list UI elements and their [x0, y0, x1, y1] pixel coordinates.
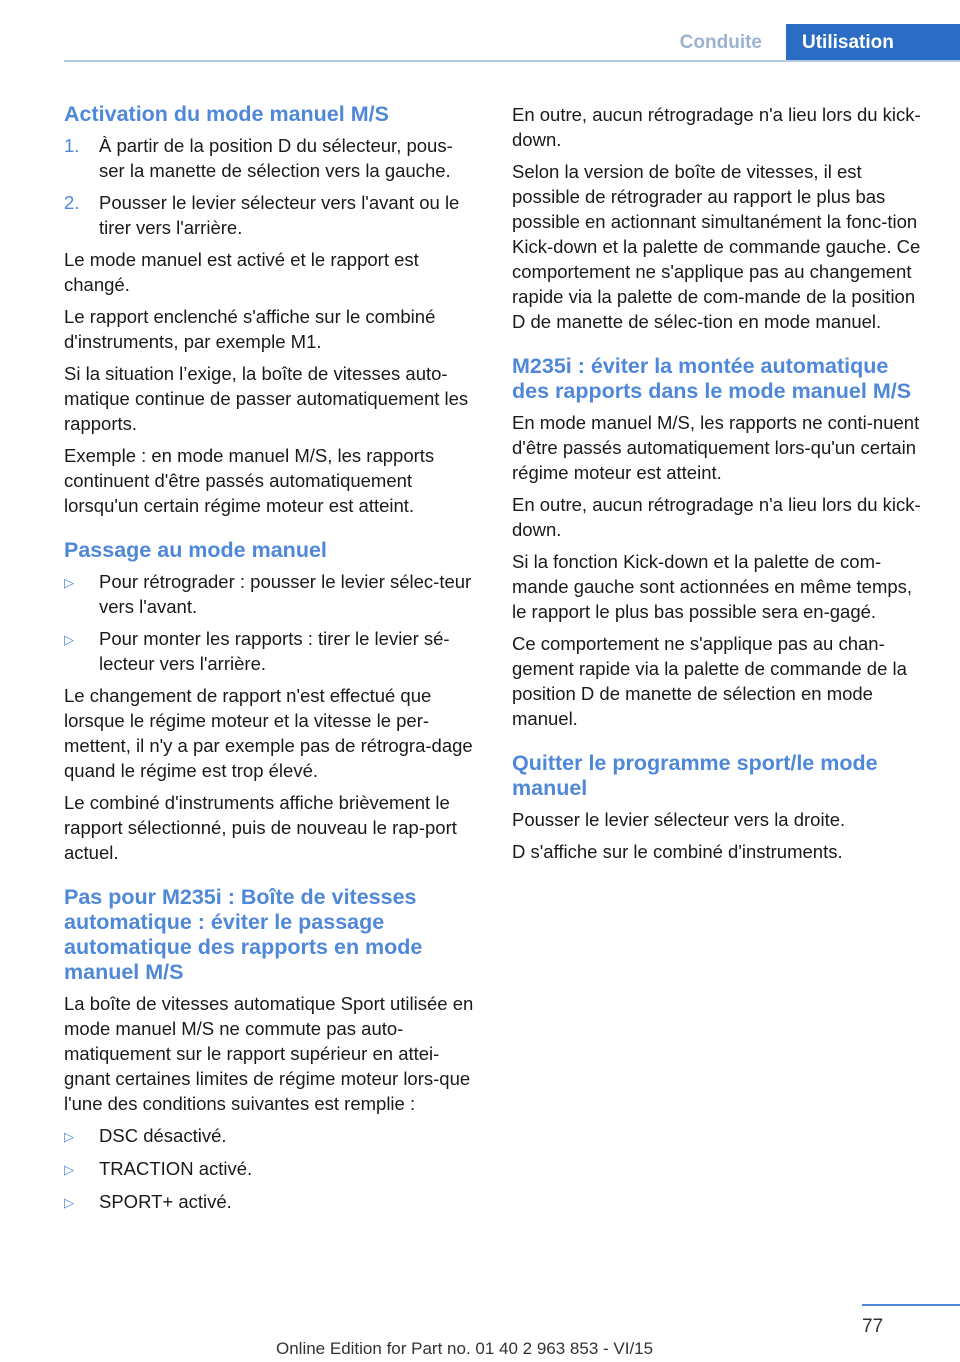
- bullet-text: TRACTION activé.: [99, 1158, 253, 1179]
- paragraph: D s'affiche sur le combiné d'instruments.: [512, 841, 843, 862]
- step-item: [64, 133, 478, 183]
- tab-conduite[interactable]: Conduite: [656, 24, 786, 62]
- heading-pas-pour-m235i: Pas pour M235i : Boîte de vitesses automatique : éviter le passage automatique des rapports en mode manuel M/S: [64, 885, 423, 984]
- bullet-text: SPORT+ activé.: [99, 1191, 232, 1212]
- triangle-bullet-icon: ▷: [64, 1129, 74, 1144]
- step-number: 2.: [64, 192, 80, 213]
- paragraph: En mode manuel M/S, les rapports ne conti‐nuent d'être passés automatiquement lors‐qu'un certain régime moteur est atteint.: [512, 412, 920, 483]
- bullet-item: [64, 1156, 478, 1182]
- heading-activation-mode-manuel: Activation du mode manuel M/S: [64, 102, 389, 126]
- footer-edition-text: Online Edition for Part no. 01 40 2 963 853 - VI/15: [276, 1339, 654, 1358]
- triangle-bullet-icon: ▷: [64, 575, 74, 590]
- paragraph: Si la fonction Kick-down et la palette de com‐mande gauche sont actionnées en même temps, le rapport le plus bas possible sera en‐gagé.: [512, 551, 913, 622]
- paragraph: Le changement de rapport n'est effectué que lorsque le régime moteur et la vitesse le per‐mettent, il n'y a par exemple pas de rétrogra‐dage quand le régime est trop élevé.: [64, 685, 473, 781]
- page-number: 77: [862, 1316, 884, 1337]
- paragraph: Si la situation l’exige, la boîte de vitesses auto‐matique continue de passer automatiquement les rapports.: [64, 363, 469, 434]
- left-column: [64, 102, 478, 1222]
- bullet-text: DSC désactivé.: [99, 1125, 227, 1146]
- paragraph: Ce comportement ne s'applique pas au chan‐gement rapide via la palette de commande de la position D de manette de sélection en mode manuel.: [512, 633, 907, 729]
- paragraph: Pousser le levier sélecteur vers la droite.: [512, 809, 846, 830]
- heading-quitter-programme-sport: Quitter le programme sport/le mode manuel: [512, 751, 878, 800]
- header-divider: [64, 60, 960, 62]
- triangle-bullet-icon: ▷: [64, 632, 74, 647]
- footer-divider: [862, 1304, 960, 1306]
- step-text: À partir de la position D du sélecteur, pous‐ser la manette de sélection vers la gauche.: [99, 135, 453, 181]
- bullet-text: Pour monter les rapports : tirer le levier sé‐lecteur vers l'arrière.: [99, 628, 450, 674]
- tab-utilisation[interactable]: Utilisation: [786, 24, 960, 62]
- paragraph: En outre, aucun rétrogradage n'a lieu lors du kick-down.: [512, 494, 921, 540]
- paragraph: Exemple : en mode manuel M/S, les rapports continuent d'être passés automatiquement lorsqu'un certain régime moteur est atteint.: [64, 445, 435, 516]
- triangle-bullet-icon: ▷: [64, 1162, 74, 1177]
- bullet-item: [64, 1189, 478, 1215]
- chapter-tabs: [656, 24, 960, 62]
- step-number: 1.: [64, 135, 80, 156]
- step-text: Pousser le levier sélecteur vers l'avant ou le tirer vers l'arrière.: [99, 192, 460, 238]
- bullet-item: [64, 569, 478, 619]
- paragraph: En outre, aucun rétrogradage n'a lieu lors du kick-down.: [512, 104, 921, 150]
- bullet-text: Pour rétrograder : pousser le levier sélec‐teur vers l'avant.: [99, 571, 472, 617]
- paragraph: La boîte de vitesses automatique Sport utilisée en mode manuel M/S ne commute pas auto‐matiquement sur le rapport supérieur en attei‐gnant certaines limites de régime moteur lors‐que l'une des conditions suivantes est remplie :: [64, 993, 474, 1114]
- paragraph: Le mode manuel est activé et le rapport est changé.: [64, 249, 419, 295]
- right-column: [512, 102, 926, 871]
- step-item: [64, 190, 478, 240]
- heading-passage-mode-manuel: Passage au mode manuel: [64, 538, 327, 562]
- bullet-item: [64, 1123, 478, 1149]
- paragraph: Le combiné d'instruments affiche brièvement le rapport sélectionné, puis de nouveau le rap‐port actuel.: [64, 792, 457, 863]
- paragraph: Selon la version de boîte de vitesses, il est possible de rétrograder au rapport le plus bas possible en actionnant simultanément la fonc‐tion Kick-down et la palette de commande gauche. Ce comportement ne s'applique pas au changement rapide via la palette de com‐mande de la position D de manette de sélec‐tion en mode manuel.: [512, 161, 921, 332]
- heading-m235i-eviter-montee: M235i : éviter la montée automatique des rapports dans le mode manuel M/S: [512, 354, 912, 403]
- paragraph: Le rapport enclenché s'affiche sur le combiné d'instruments, par exemple M1.: [64, 306, 436, 352]
- triangle-bullet-icon: ▷: [64, 1195, 74, 1210]
- bullet-item: [64, 626, 478, 676]
